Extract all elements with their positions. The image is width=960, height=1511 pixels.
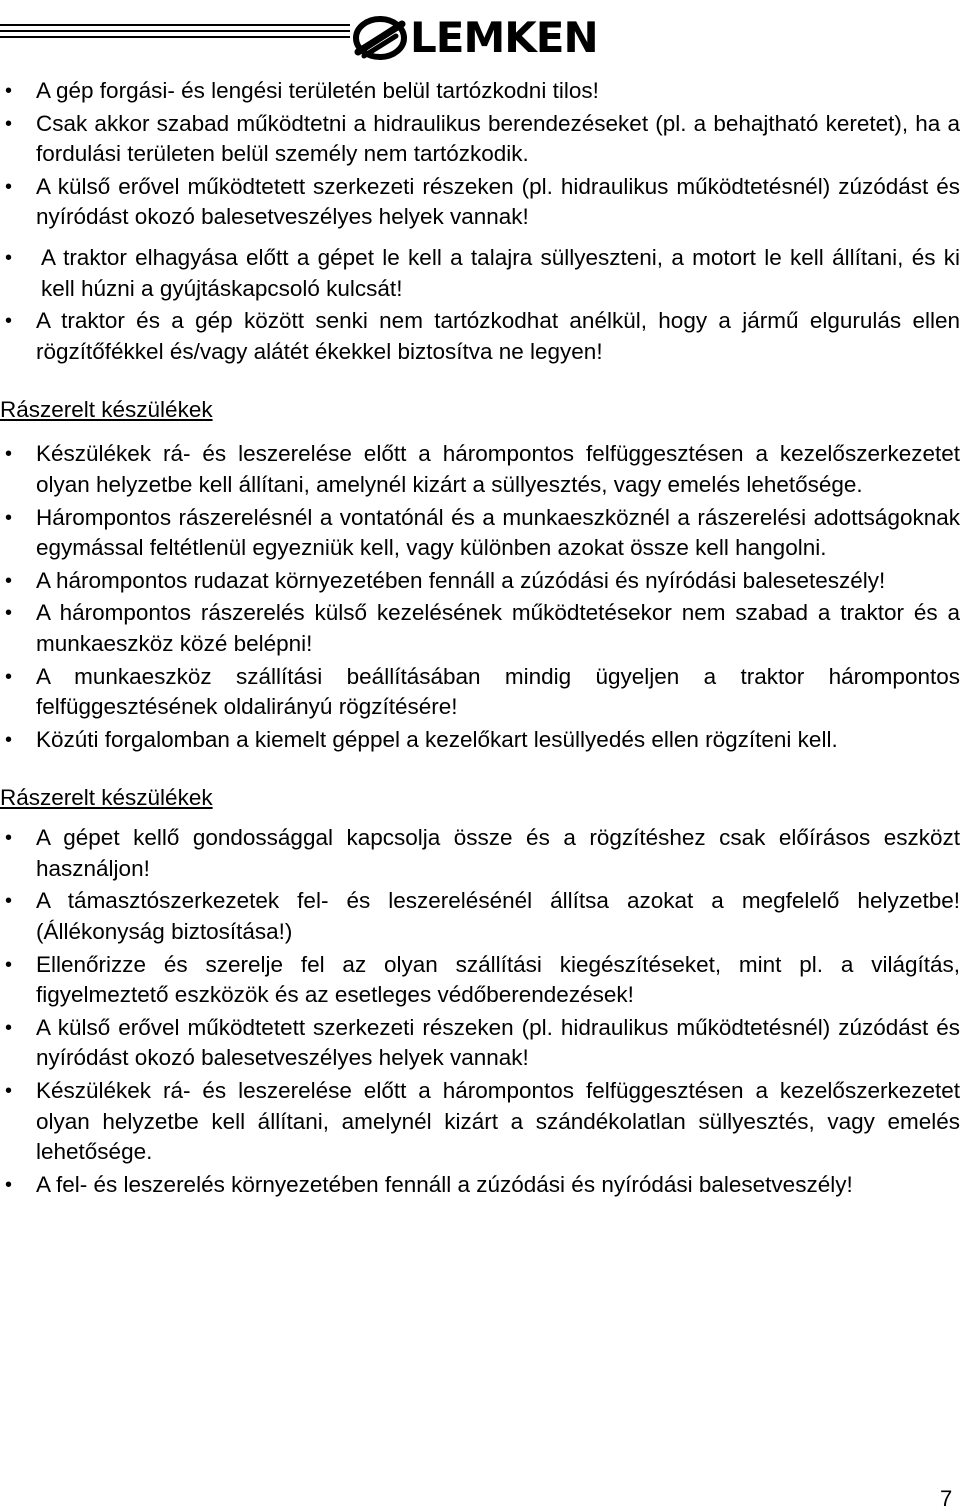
bullet-icon: • bbox=[5, 827, 13, 850]
list-item: • Készülékek rá- és leszerelése előtt a hárompontos felfüggesztésen a kezelőszerkezetet olyan helyzetbe kell állítani, amelynél kizárt a süllyesztés, vagy emelés lehetősége. bbox=[5, 441, 960, 497]
section-heading-mounted-devices-2: Rászerelt készülékek bbox=[0, 785, 213, 811]
header-rule-lines bbox=[0, 24, 350, 44]
bullet-icon: • bbox=[5, 443, 13, 466]
list-item: • A külső erővel működtetett szerkezeti részeken (pl. hidraulikus működtetésnél) zúzódást és nyíródást okozó balesetveszélyes helyek vannak! bbox=[5, 173, 960, 230]
list-item: • A gép forgási- és lengési területén belül tartózkodni tilos! bbox=[0, 76, 960, 107]
list-item: • A fel- és leszerelés környezetében fennáll a zúzódási és nyíródási balesetveszély! bbox=[0, 1170, 960, 1201]
list-item: • A traktor elhagyása előtt a gépet le kell a talajra süllyeszteni, a motort le kell állítani, és ki kell húzni a gyújtáskapcsoló kulcsát! bbox=[5, 244, 960, 301]
bullet-icon: • bbox=[5, 506, 13, 529]
page-number: 7 bbox=[940, 1486, 953, 1511]
list-item: • Ellenőrizze és szerelje fel az olyan szállítási kiegészítéseket, mint pl. a világítás, figyelmeztető eszközök és az esetleges védőberendezések! bbox=[5, 951, 960, 1008]
bullet-icon: • bbox=[5, 569, 13, 592]
bullet-icon: • bbox=[5, 310, 13, 333]
bullet-icon: • bbox=[5, 602, 13, 625]
bullet-icon: • bbox=[5, 246, 13, 269]
bullet-icon: • bbox=[5, 665, 13, 688]
page-header bbox=[0, 0, 960, 70]
bullet-icon: • bbox=[5, 80, 13, 102]
list-item: • A támasztószerkezetek fel- és leszerelésénél állítsa azokat a megfelelő helyzetbe! (Állékonyság biztosítása!) bbox=[5, 888, 960, 945]
safety-list-mounted-devices bbox=[0, 439, 960, 755]
lemken-logo-mark-icon bbox=[352, 12, 408, 64]
bullet-icon: • bbox=[5, 1016, 13, 1039]
section-heading-mounted-devices: Rászerelt készülékek bbox=[0, 397, 213, 423]
document-body bbox=[0, 76, 960, 1202]
logo-text: LEMKEN bbox=[410, 13, 598, 62]
safety-list-general bbox=[0, 76, 960, 367]
bullet-icon: • bbox=[5, 1080, 13, 1103]
list-item: • A traktor és a gép között senki nem tartózkodhat anélkül, hogy a jármű elgurulás ellen rögzítőfékkel és/vagy alátét ékekkel biztosítva ne legyen! bbox=[5, 308, 960, 364]
list-item: • Készülékek rá- és leszerelése előtt a hárompontos felfüggesztésen a kezelőszerkezetet olyan helyzetbe kell állítani, amelynél kizárt a szándékolatlan süllyesztés, vagy emelés lehetősége. bbox=[5, 1078, 960, 1165]
list-item: • A gépet kellő gondossággal kapcsolja össze és a rögzítéshez csak előírásos eszközt használjon! bbox=[5, 825, 960, 881]
list-item: • Hárompontos rászerelésnél a vontatónál és a munkaeszköznél a rászerelési adottságoknak egymással feltétlenül egyezniük kell, vagy különben azokat össze kell hangolni. bbox=[5, 504, 960, 561]
bullet-icon: • bbox=[5, 953, 13, 976]
bullet-icon: • bbox=[5, 175, 13, 198]
lemken-logo bbox=[352, 12, 610, 64]
bullet-icon: • bbox=[5, 890, 13, 913]
bullet-icon: • bbox=[5, 728, 13, 751]
list-item: • Csak akkor szabad működtetni a hidraulikus berendezéseket (pl. a behajtható keretet), ha a fordulási területen belül személy nem tartózkodik. bbox=[5, 110, 960, 167]
list-item: • A hárompontos rudazat környezetében fennáll a zúzódási és nyíródási baleseteszély! bbox=[0, 566, 960, 597]
bullet-icon: • bbox=[5, 112, 13, 135]
safety-list-mounting bbox=[0, 823, 960, 1200]
list-item: • Közúti forgalomban a kiemelt géppel a kezelőkart lesüllyedés ellen rögzíteni kell. bbox=[0, 725, 960, 756]
bullet-icon: • bbox=[5, 1173, 13, 1196]
list-item: • A külső erővel működtetett szerkezeti részeken (pl. hidraulikus működtetésnél) zúzódást és nyíródást okozó balesetveszélyes helyek vannak! bbox=[5, 1014, 960, 1071]
list-item: • A hárompontos rászerelés külső kezelésének működtetésekor nem szabad a traktor és a munkaeszköz közé belépni! bbox=[5, 600, 960, 656]
list-item: • A munkaeszköz szállítási beállításában mindig ügyeljen a traktor hárompontos felfüggesztésének oldalirányú rögzítésére! bbox=[5, 663, 960, 720]
